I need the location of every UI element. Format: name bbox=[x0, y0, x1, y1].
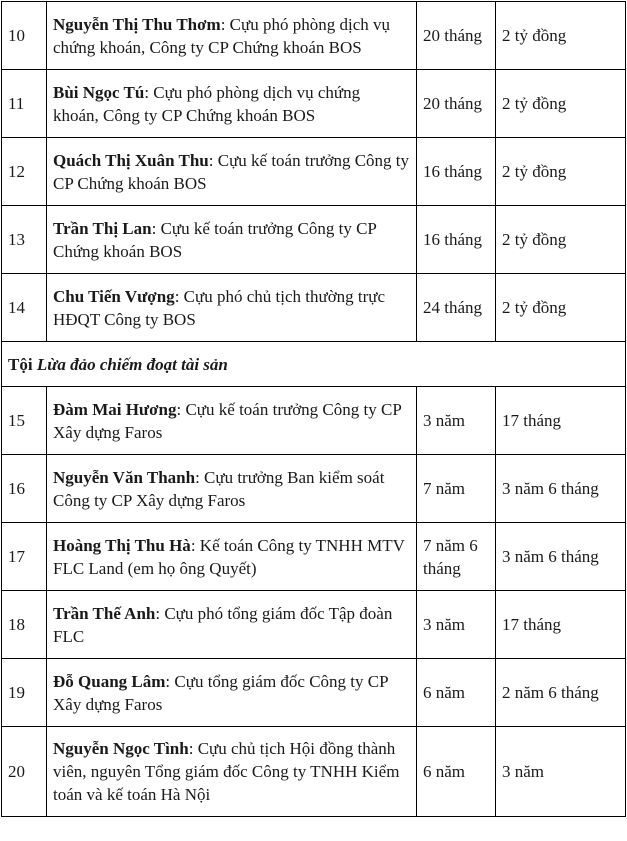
defendant-cell bbox=[47, 591, 417, 659]
table-row bbox=[2, 455, 626, 523]
defendant-name: Bùi Ngọc Tú bbox=[53, 82, 145, 102]
row-number: 18 bbox=[2, 591, 47, 659]
prison-term: 7 năm 6 tháng bbox=[417, 523, 496, 591]
table-row bbox=[2, 727, 626, 817]
row-number: 16 bbox=[2, 455, 47, 523]
defendant-name: Nguyễn Thị Thu Thơm bbox=[53, 14, 221, 34]
defendant-description: : Cựu chủ tịch Hội đồng thành viên, nguyên Tổng giám đốc Công ty TNHH Kiểm toán và kế toán Hà Nội bbox=[53, 739, 400, 804]
defendant-name: Hoàng Thị Thu Hà bbox=[53, 535, 191, 555]
table-row bbox=[2, 659, 626, 727]
penalty: 3 năm 6 tháng bbox=[496, 523, 626, 591]
penalty: 2 tỷ đồng bbox=[496, 2, 626, 70]
penalty: 17 tháng bbox=[496, 387, 626, 455]
prison-term: 16 tháng bbox=[417, 138, 496, 206]
prison-term: 20 tháng bbox=[417, 70, 496, 138]
penalty: 17 tháng bbox=[496, 591, 626, 659]
row-number: 13 bbox=[2, 206, 47, 274]
table-row bbox=[2, 70, 626, 138]
defendant-name: Chu Tiến Vượng bbox=[53, 286, 175, 306]
prison-term: 7 năm bbox=[417, 455, 496, 523]
defendant-description: : Cựu phó phòng dịch vụ chứng khoán, Công ty CP Chứng khoán BOS bbox=[53, 14, 390, 57]
defendant-cell bbox=[47, 387, 417, 455]
row-number: 14 bbox=[2, 274, 47, 342]
defendant-cell bbox=[47, 70, 417, 138]
defendant-description: : Cựu phó chủ tịch thường trực HĐQT Công ty BOS bbox=[53, 286, 386, 329]
penalty: 2 năm 6 tháng bbox=[496, 659, 626, 727]
penalty: 2 tỷ đồng bbox=[496, 138, 626, 206]
penalty: 3 năm bbox=[496, 727, 626, 817]
defendant-description: : Cựu phó phòng dịch vụ chứng khoán, Công ty CP Chứng khoán BOS bbox=[53, 82, 361, 125]
section-prefix: Tội bbox=[8, 354, 37, 374]
defendant-cell bbox=[47, 2, 417, 70]
penalty: 2 tỷ đồng bbox=[496, 70, 626, 138]
prison-term: 16 tháng bbox=[417, 206, 496, 274]
defendant-cell bbox=[47, 523, 417, 591]
defendant-name: Trần Thế Anh bbox=[53, 603, 156, 623]
prison-term: 6 năm bbox=[417, 727, 496, 817]
defendant-name: Nguyễn Ngọc Tình bbox=[53, 739, 189, 758]
table-row bbox=[2, 138, 626, 206]
defendant-cell bbox=[47, 455, 417, 523]
defendant-description: : Cựu kế toán trưởng Công ty CP Chứng khoán BOS bbox=[53, 150, 410, 193]
penalty: 2 tỷ đồng bbox=[496, 274, 626, 342]
row-number: 12 bbox=[2, 138, 47, 206]
defendant-cell bbox=[47, 274, 417, 342]
defendant-description: : Cựu phó tổng giám đốc Tập đoàn FLC bbox=[53, 603, 393, 646]
defendant-name: Đỗ Quang Lâm bbox=[53, 671, 166, 691]
defendant-cell bbox=[47, 727, 417, 817]
defendant-description: : Cựu trưởng Ban kiểm soát Công ty CP Xây dựng Faros bbox=[53, 467, 385, 510]
sentence-table bbox=[1, 1, 626, 817]
defendant-cell bbox=[47, 206, 417, 274]
table-row bbox=[2, 2, 626, 70]
defendant-name: Đàm Mai Hương bbox=[53, 399, 177, 419]
defendant-name: Quách Thị Xuân Thu bbox=[53, 150, 209, 170]
table-row bbox=[2, 274, 626, 342]
row-number: 17 bbox=[2, 523, 47, 591]
row-number: 20 bbox=[2, 727, 47, 817]
defendant-cell bbox=[47, 138, 417, 206]
prison-term: 3 năm bbox=[417, 387, 496, 455]
defendant-description: : Cựu tổng giám đốc Công ty CP Xây dựng Faros bbox=[53, 671, 388, 714]
defendant-description: : Cựu kế toán trưởng Công ty CP Chứng khoán BOS bbox=[53, 218, 377, 261]
row-number: 15 bbox=[2, 387, 47, 455]
prison-term: 6 năm bbox=[417, 659, 496, 727]
defendant-name: Nguyễn Văn Thanh bbox=[53, 467, 196, 487]
prison-term: 20 tháng bbox=[417, 2, 496, 70]
section-header bbox=[2, 342, 626, 387]
row-number: 11 bbox=[2, 70, 47, 138]
defendant-description: : Kế toán Công ty TNHH MTV FLC Land (em họ ông Quyết) bbox=[53, 535, 405, 578]
table-row bbox=[2, 523, 626, 591]
row-number: 19 bbox=[2, 659, 47, 727]
section-header-row bbox=[2, 342, 626, 387]
penalty: 3 năm 6 tháng bbox=[496, 455, 626, 523]
defendant-name: Trần Thị Lan bbox=[53, 218, 152, 238]
defendant-description: : Cựu kế toán trưởng Công ty CP Xây dựng Faros bbox=[53, 399, 402, 442]
table-row bbox=[2, 591, 626, 659]
prison-term: 3 năm bbox=[417, 591, 496, 659]
section-title: Lừa đảo chiếm đoạt tài sản bbox=[36, 354, 228, 374]
table-row bbox=[2, 206, 626, 274]
row-number: 10 bbox=[2, 2, 47, 70]
penalty: 2 tỷ đồng bbox=[496, 206, 626, 274]
defendant-cell bbox=[47, 659, 417, 727]
prison-term: 24 tháng bbox=[417, 274, 496, 342]
table-row bbox=[2, 387, 626, 455]
